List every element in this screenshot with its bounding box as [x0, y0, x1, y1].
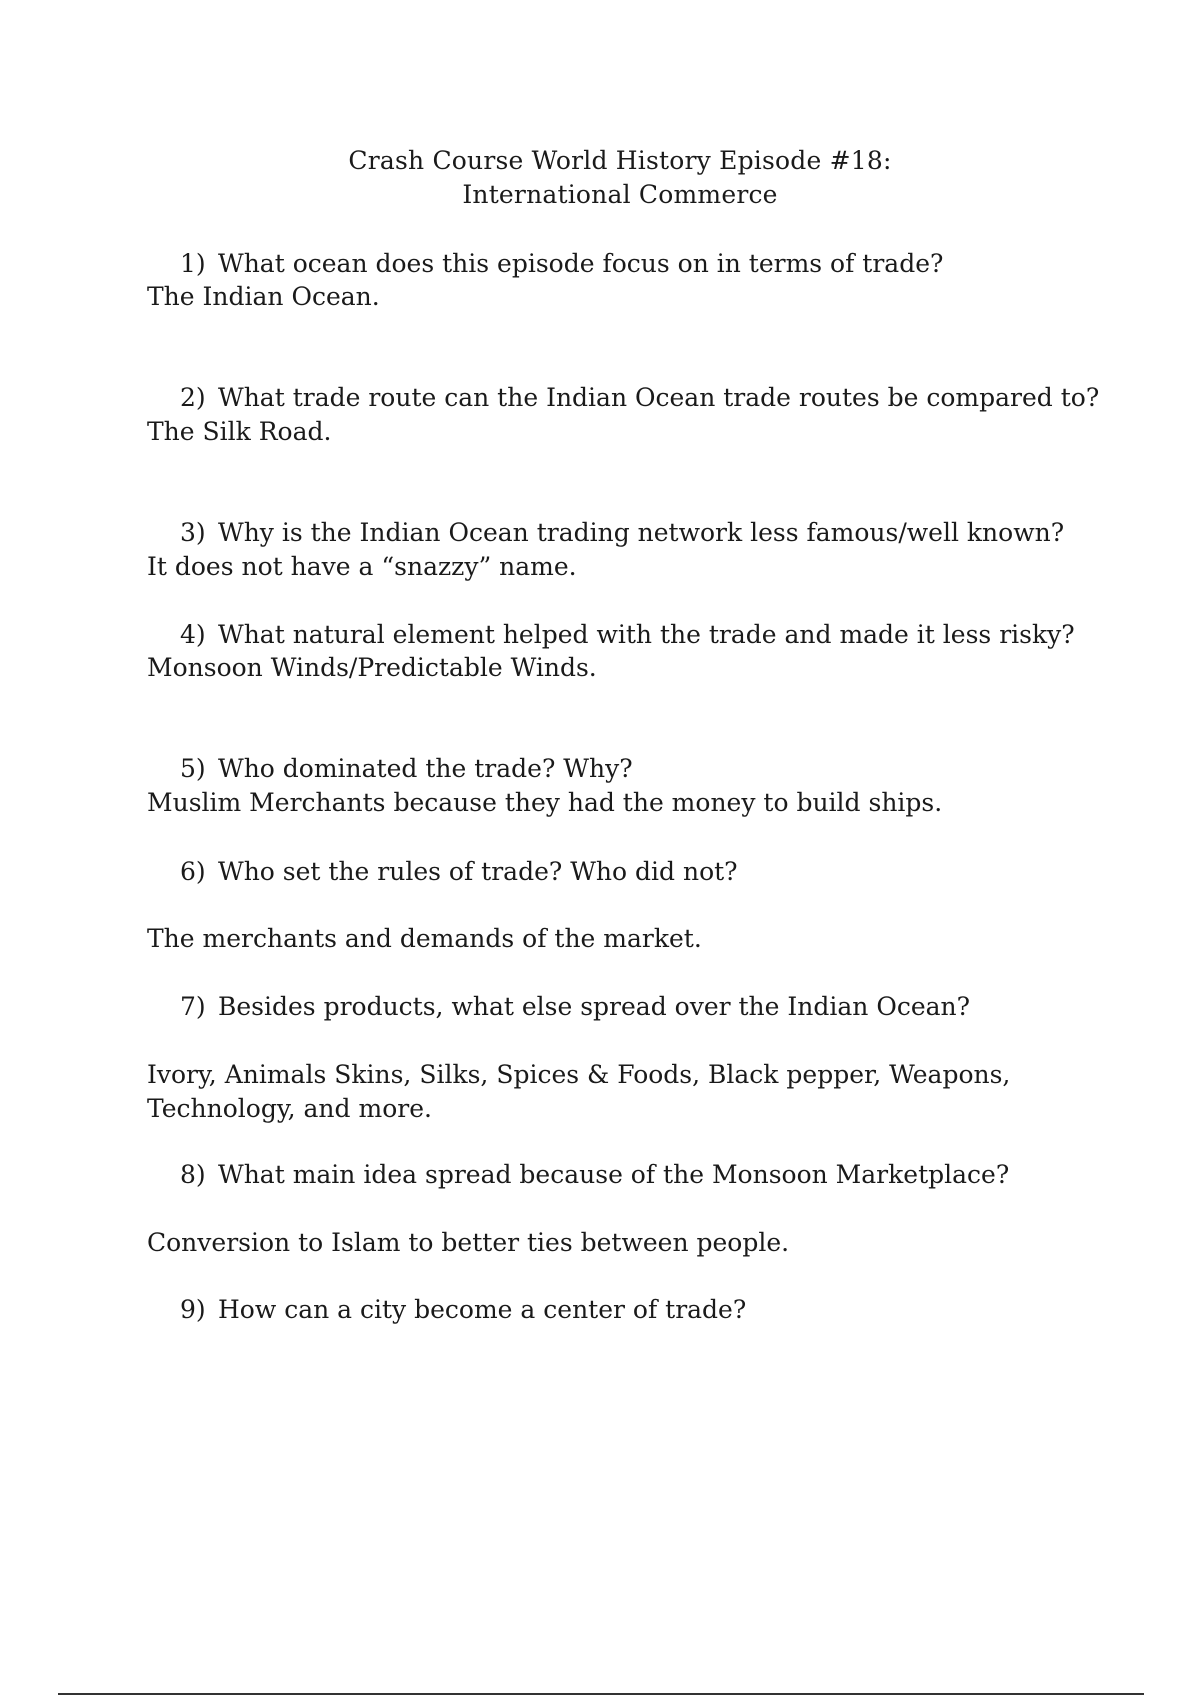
question-7	[180, 990, 970, 1024]
answer-7-line-2: Technology, and more.	[147, 1094, 432, 1123]
question-number: 1)	[180, 249, 206, 278]
question-text: What main idea spread because of the Monsoon Marketplace?	[218, 1160, 1010, 1189]
question-number: 6)	[180, 857, 206, 886]
question-1	[180, 247, 943, 281]
question-number: 2)	[180, 383, 206, 412]
question-6	[180, 855, 738, 889]
question-9	[180, 1293, 746, 1327]
question-text: Besides products, what else spread over the Indian Ocean?	[218, 992, 971, 1021]
question-number: 9)	[180, 1295, 206, 1324]
answer-1: The Indian Ocean.	[147, 282, 380, 311]
question-text: Who set the rules of trade? Who did not?	[218, 857, 738, 886]
answer-4: Monsoon Winds/Predictable Winds.	[147, 653, 597, 682]
question-text: Who dominated the trade? Why?	[218, 754, 633, 783]
question-5	[180, 752, 633, 786]
question-4	[180, 618, 1075, 652]
question-number: 4)	[180, 620, 206, 649]
question-text: What ocean does this episode focus on in terms of trade?	[218, 249, 944, 278]
answer-5: Muslim Merchants because they had the money to build ships.	[147, 788, 943, 817]
question-text: What trade route can the Indian Ocean trade routes be compared to?	[218, 383, 1100, 412]
question-3	[180, 516, 1064, 550]
question-number: 8)	[180, 1160, 206, 1189]
answer-8: Conversion to Islam to better ties between people.	[147, 1228, 790, 1257]
answer-7-line-1: Ivory, Animals Skins, Silks, Spices & Foods, Black pepper, Weapons,	[147, 1060, 1011, 1089]
page-title-line-1: Crash Course World History Episode #18:	[348, 146, 892, 175]
answer-6: The merchants and demands of the market.	[147, 924, 702, 953]
question-2	[180, 381, 1099, 415]
page-bottom-rule	[58, 1693, 1144, 1695]
question-text: How can a city become a center of trade?	[218, 1295, 747, 1324]
question-number: 3)	[180, 518, 206, 547]
answer-2: The Silk Road.	[147, 417, 332, 446]
question-text: What natural element helped with the trade and made it less risky?	[218, 620, 1075, 649]
question-number: 5)	[180, 754, 206, 783]
question-text: Why is the Indian Ocean trading network less famous/well known?	[218, 518, 1065, 547]
page-title-line-2: International Commerce	[462, 180, 778, 209]
question-number: 7)	[180, 992, 206, 1021]
question-8	[180, 1158, 1009, 1192]
answer-3: It does not have a “snazzy” name.	[147, 552, 577, 581]
